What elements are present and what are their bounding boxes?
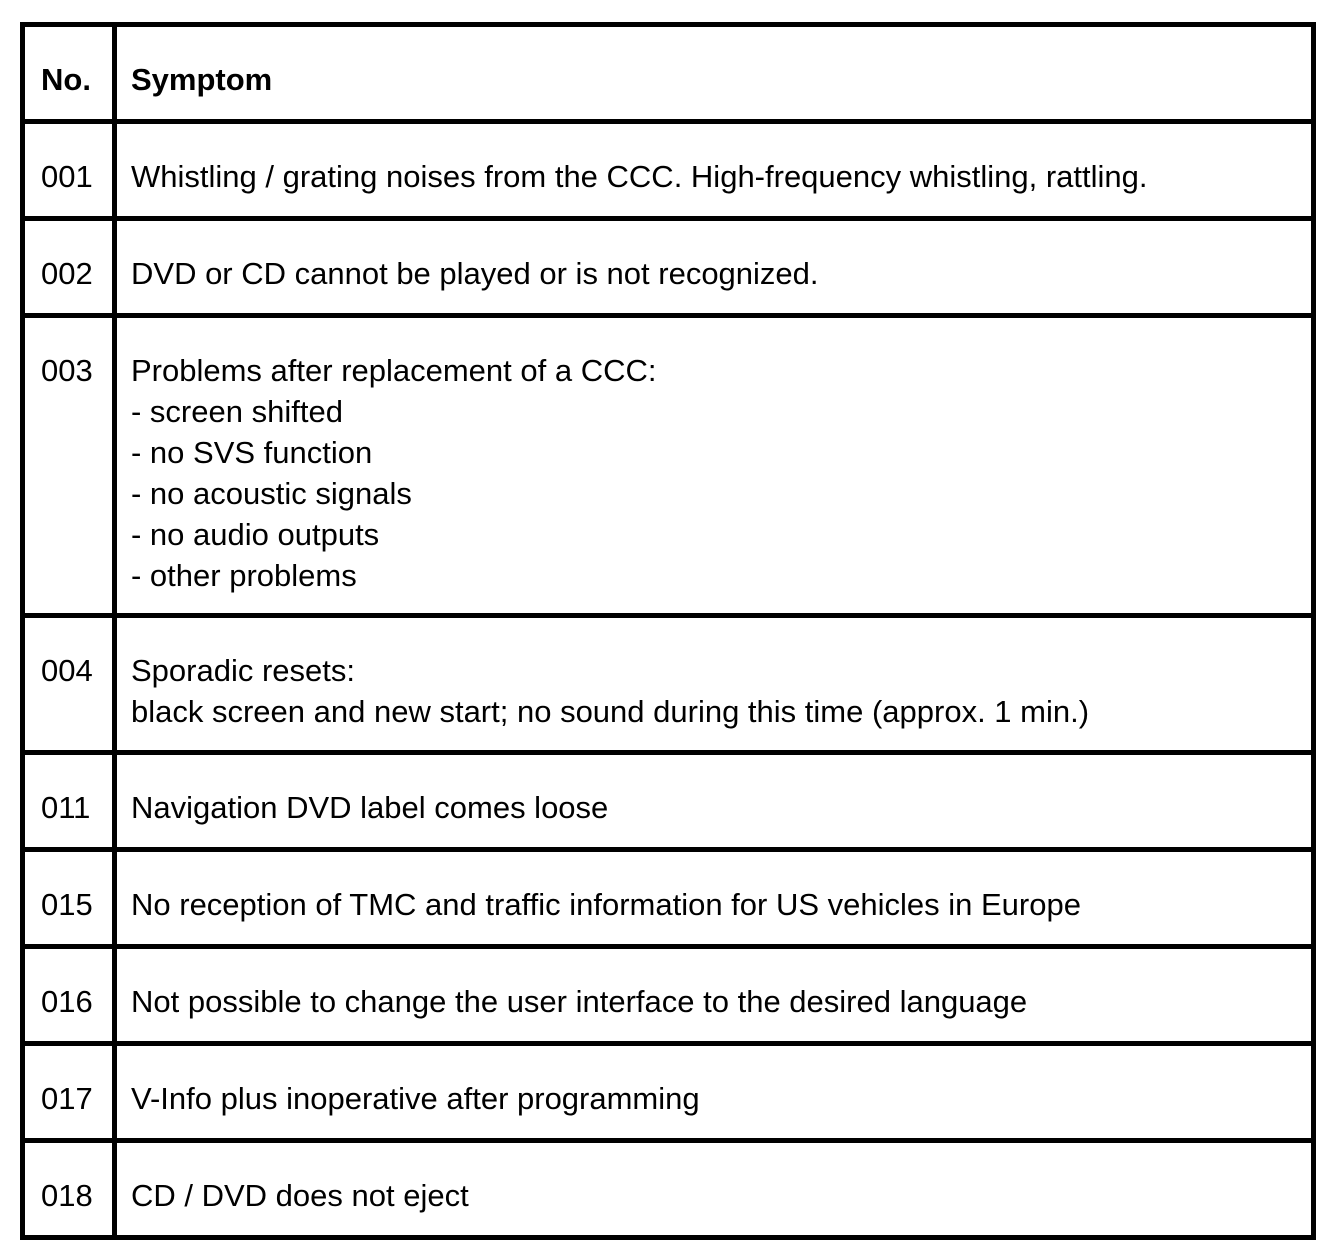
table-header-row bbox=[23, 25, 1314, 122]
symptom-line: - no audio outputs bbox=[131, 517, 380, 552]
row-symptom bbox=[115, 316, 1314, 616]
row-symptom bbox=[115, 1044, 1314, 1141]
row-number: 015 bbox=[23, 850, 115, 947]
symptom-line: - other problems bbox=[131, 558, 357, 593]
row-number: 001 bbox=[23, 122, 115, 219]
table-row bbox=[23, 1141, 1314, 1238]
row-symptom bbox=[115, 947, 1314, 1044]
symptom-line: CD / DVD does not eject bbox=[131, 1178, 469, 1213]
row-number: 016 bbox=[23, 947, 115, 1044]
table-row bbox=[23, 947, 1314, 1044]
row-symptom bbox=[115, 1141, 1314, 1238]
table-row bbox=[23, 316, 1314, 616]
row-number: 017 bbox=[23, 1044, 115, 1141]
symptom-line: - screen shifted bbox=[131, 394, 343, 429]
table-row bbox=[23, 219, 1314, 316]
header-symptom: Symptom bbox=[115, 25, 1314, 122]
symptom-line: V-Info plus inoperative after programming bbox=[131, 1081, 700, 1116]
symptom-line: Problems after replacement of a CCC: bbox=[131, 353, 657, 388]
table-row bbox=[23, 1044, 1314, 1141]
row-symptom bbox=[115, 122, 1314, 219]
symptom-line: DVD or CD cannot be played or is not recognized. bbox=[131, 256, 819, 291]
row-number: 003 bbox=[23, 316, 115, 616]
symptom-line: black screen and new start; no sound during this time (approx. 1 min.) bbox=[131, 694, 1090, 729]
row-number: 002 bbox=[23, 219, 115, 316]
symptom-line: Sporadic resets: bbox=[131, 653, 355, 688]
row-number: 018 bbox=[23, 1141, 115, 1238]
row-symptom bbox=[115, 850, 1314, 947]
table-row bbox=[23, 122, 1314, 219]
symptom-line: Whistling / grating noises from the CCC. High-frequency whistling, rattling. bbox=[131, 159, 1148, 194]
symptom-table bbox=[20, 22, 1316, 1240]
symptom-line: - no acoustic signals bbox=[131, 476, 412, 511]
row-number: 004 bbox=[23, 616, 115, 753]
table-row bbox=[23, 850, 1314, 947]
symptom-line: No reception of TMC and traffic information for US vehicles in Europe bbox=[131, 887, 1081, 922]
table-row bbox=[23, 753, 1314, 850]
symptom-line: - no SVS function bbox=[131, 435, 373, 470]
table-row bbox=[23, 616, 1314, 753]
symptom-line: Navigation DVD label comes loose bbox=[131, 790, 609, 825]
row-symptom bbox=[115, 753, 1314, 850]
symptom-line: Not possible to change the user interface to the desired language bbox=[131, 984, 1028, 1019]
header-no: No. bbox=[23, 25, 115, 122]
row-symptom bbox=[115, 219, 1314, 316]
row-symptom bbox=[115, 616, 1314, 753]
row-number: 011 bbox=[23, 753, 115, 850]
table-body bbox=[23, 122, 1314, 1238]
